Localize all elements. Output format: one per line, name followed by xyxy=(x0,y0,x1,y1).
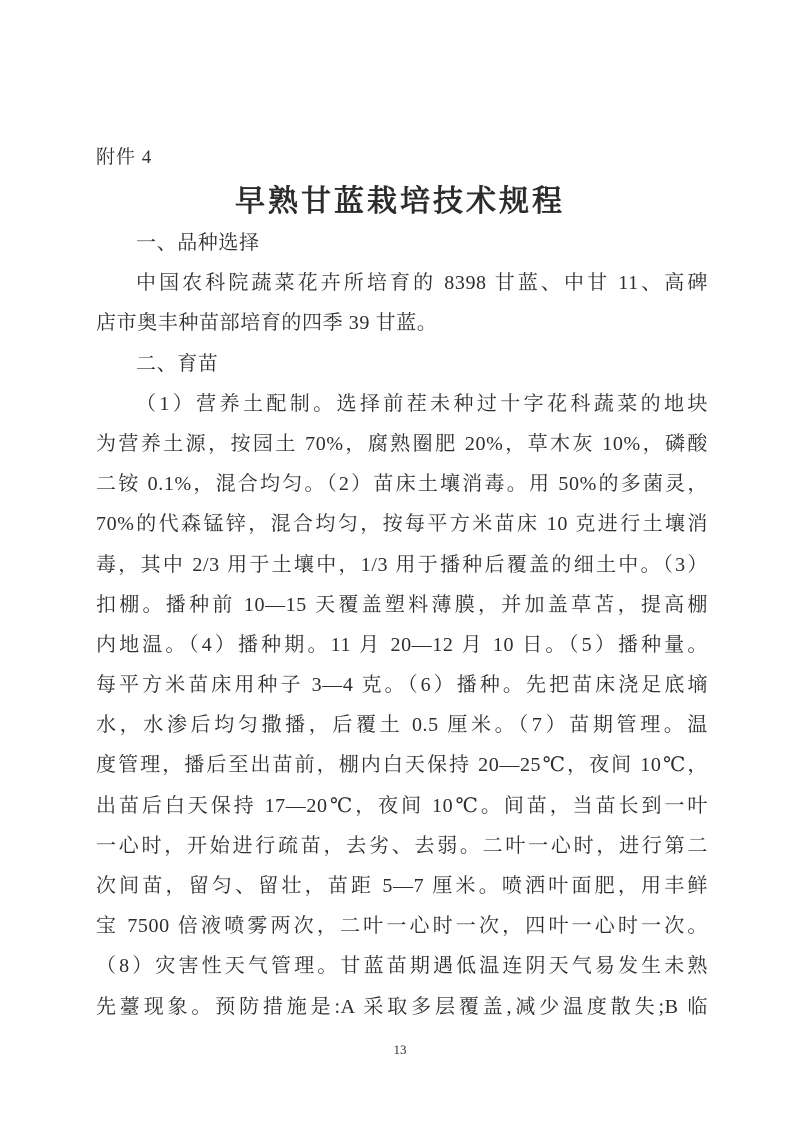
text-line: 二、育苗 xyxy=(136,352,219,375)
text-line: 水，水渗后均匀撒播，后覆土 0.5 厘米。（7）苗期管理。温 xyxy=(96,714,708,737)
text-line: 每平方米苗床用种子 3—4 克。（6）播种。先把苗床浇足底墒 xyxy=(96,674,708,697)
text-line: 一、品种选择 xyxy=(136,232,260,254)
attachment-label: 附件 4 xyxy=(96,147,153,168)
text-line: 宝 7500 倍液喷雾两次，二叶一心时一次，四叶一心时一次。 xyxy=(96,915,708,938)
text-line: 次间苗，留匀、留壮，苗距 5—7 厘米。喷洒叶面肥，用丰鲜 xyxy=(96,875,708,898)
text-line: 毒，其中 2/3 用于土壤中，1/3 用于播种后覆盖的细土中。（3） xyxy=(96,553,708,576)
text-line: （8）灾害性天气管理。甘蓝苗期遇低温连阴天气易发生未熟 xyxy=(96,955,708,978)
text-line: （1）营养土配制。选择前茬未种过十字花科蔬菜的地块 xyxy=(136,392,708,415)
page-title: 早熟甘蓝栽培技术规程 xyxy=(235,185,565,218)
text-line: 为营养土源，按园土 70%，腐熟圈肥 20%，草木灰 10%，磷酸 xyxy=(96,432,708,455)
document-body xyxy=(96,223,708,1027)
text-line: 70%的代森锰锌，混合均匀，按每平方米苗床 10 克进行土壤消 xyxy=(96,513,708,536)
text-line: 二铵 0.1%，混合均匀。（2）苗床土壤消毒。用 50%的多菌灵， xyxy=(96,473,708,496)
text-line: 出苗后白天保持 17—20℃，夜间 10℃。间苗，当苗长到一叶 xyxy=(96,794,708,817)
text-line: 内地温。（4）播种期。11 月 20—12 月 10 日。（5）播种量。 xyxy=(96,633,708,656)
text-line: 度管理，播后至出苗前，棚内白天保持 20—25℃，夜间 10℃， xyxy=(96,754,708,777)
page-number: 13 xyxy=(393,1042,407,1057)
text-line: 先薹现象。预防措施是:A 采取多层覆盖,减少温度散失;B 临 xyxy=(96,995,708,1018)
text-line: 中国农科院蔬菜花卉所培育的 8398 甘蓝、中甘 11、高碑 xyxy=(136,272,708,295)
text-line: 店市奥丰种苗部培育的四季 39 甘蓝。 xyxy=(96,312,438,335)
text-line: 扣棚。播种前 10—15 天覆盖塑料薄膜，并加盖草苫，提高棚 xyxy=(96,593,708,616)
text-line: 一心时，开始进行疏苗，去劣、去弱。二叶一心时，进行第二 xyxy=(96,834,708,857)
